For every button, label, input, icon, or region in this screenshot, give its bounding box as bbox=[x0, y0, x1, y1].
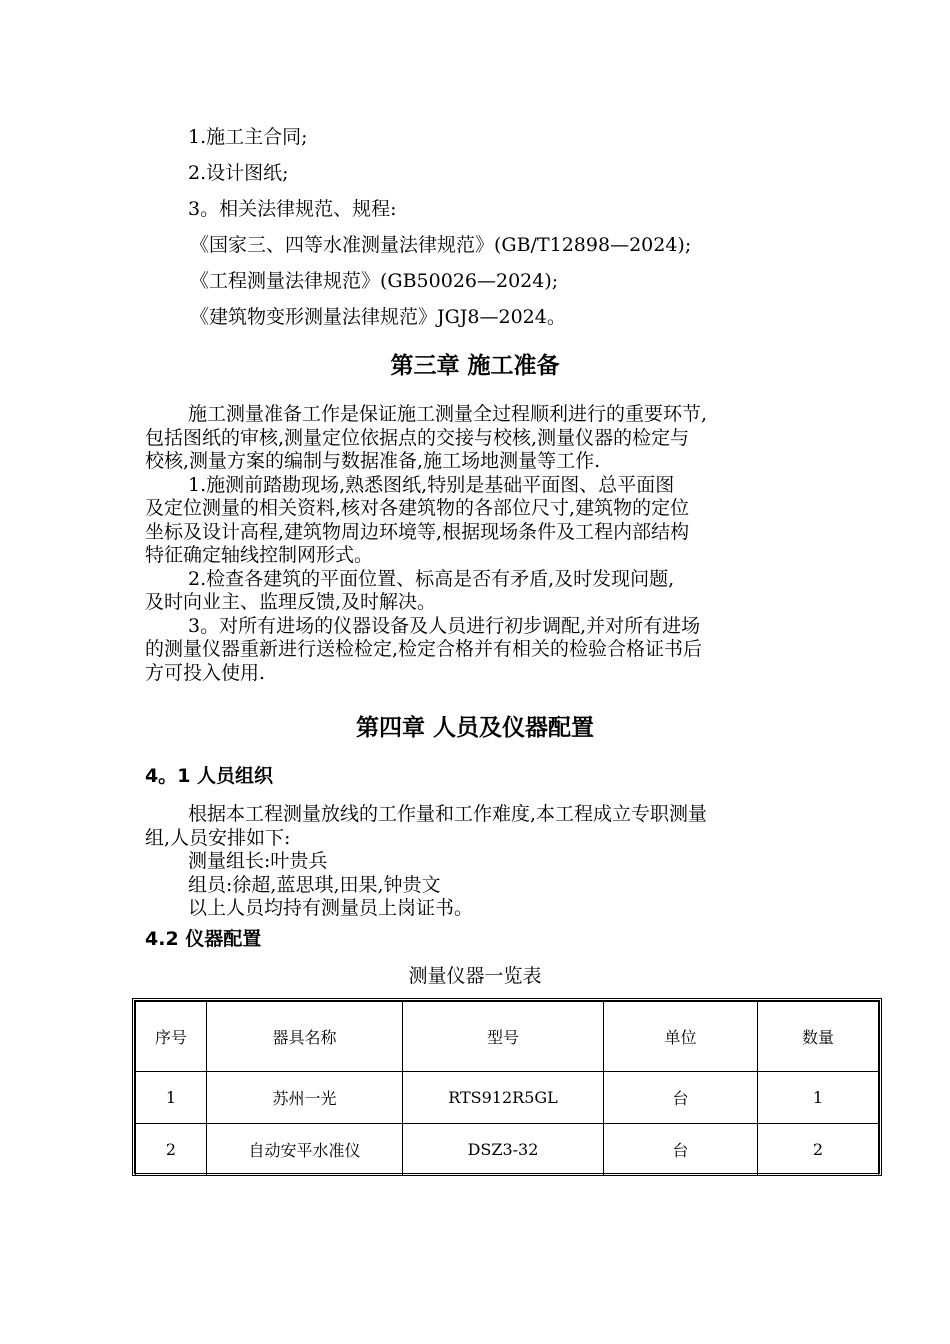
paragraph-line: 3。对所有进场的仪器设备及人员进行初步调配,并对所有进场 bbox=[188, 614, 701, 637]
table-header-row bbox=[136, 1002, 879, 1072]
paragraph-line: 以上人员均持有测量员上岗证书。 bbox=[188, 897, 474, 919]
paragraph-line: 施工测量准备工作是保证施工测量全过程顺利进行的重要环节, bbox=[188, 403, 708, 425]
header-cell-model: 型号 bbox=[403, 1002, 604, 1072]
section-4-2-title: 4.2 仪器配置 bbox=[145, 928, 262, 950]
header-cell-unit: 单位 bbox=[604, 1002, 758, 1072]
table-caption: 测量仪器一览表 bbox=[408, 965, 542, 987]
table-cell: 台 bbox=[604, 1124, 758, 1176]
standard-item-2: 《工程测量法律规范》(GB50026—2024); bbox=[190, 270, 559, 292]
paragraph-line: 的测量仪器重新进行送检检定,检定合格并有相关的检验合格证书后 bbox=[145, 638, 703, 660]
table-cell: 2 bbox=[758, 1124, 879, 1176]
header-cell-quantity: 数量 bbox=[758, 1002, 879, 1072]
basis-item-1: 1.施工主合同; bbox=[188, 126, 308, 148]
table-cell: 1 bbox=[136, 1072, 207, 1124]
table-cell: 2 bbox=[136, 1124, 207, 1176]
instrument-table-grid bbox=[135, 1001, 879, 1176]
paragraph-line: 坐标及设计高程,建筑物周边环境等,根据现场条件及工程内部结构 bbox=[145, 520, 690, 543]
basis-item-3: 3。相关法律规范、规程: bbox=[188, 198, 397, 220]
chapter-3-body bbox=[145, 403, 813, 685]
paragraph-line: 组员:徐超,蓝思琪,田果,钟贵文 bbox=[188, 873, 441, 896]
table-cell: RTS912R5GL bbox=[403, 1072, 604, 1124]
basis-item-2: 2.设计图纸; bbox=[188, 162, 289, 184]
paragraph-line: 组,人员安排如下: bbox=[145, 826, 291, 849]
paragraph-line: 1.施测前踏勘现场,熟悉图纸,特别是基础平面图、总平面图 bbox=[188, 473, 675, 496]
chapter-4-title: 第四章 人员及仪器配置 bbox=[355, 715, 594, 741]
paragraph-line: 根据本工程测量放线的工作量和工作难度,本工程成立专职测量 bbox=[188, 803, 708, 825]
table-cell: 苏州一光 bbox=[207, 1072, 403, 1124]
section-4-1-body bbox=[145, 803, 813, 921]
section-4-1-title: 4。1 人员组织 bbox=[145, 765, 274, 787]
instrument-table bbox=[132, 998, 882, 1176]
table-cell: 自动安平水准仪 bbox=[207, 1124, 403, 1176]
header-cell-index: 序号 bbox=[136, 1002, 207, 1072]
paragraph-line: 特征确定轴线控制网形式。 bbox=[145, 544, 374, 566]
paragraph-line: 方可投入使用. bbox=[145, 661, 266, 684]
table-cell: 台 bbox=[604, 1072, 758, 1124]
table-row bbox=[136, 1072, 879, 1124]
standard-item-1: 《国家三、四等水准测量法律规范》(GB/T12898—2024); bbox=[190, 234, 692, 256]
paragraph-line: 及定位测量的相关资料,核对各建筑物的各部位尺寸,建筑物的定位 bbox=[145, 497, 690, 519]
standard-item-3: 《建筑物变形测量法律规范》JGJ8—2024。 bbox=[190, 306, 566, 328]
paragraph-line: 校核,测量方案的编制与数据准备,施工场地测量等工作. bbox=[145, 450, 601, 472]
paragraph-line: 及时向业主、监理反馈,及时解决。 bbox=[145, 591, 437, 613]
paragraph-line: 2.检查各建筑的平面位置、标高是否有矛盾,及时发现问题, bbox=[188, 567, 675, 590]
table-cell: DSZ3-32 bbox=[403, 1124, 604, 1176]
table-cell: 1 bbox=[758, 1072, 879, 1124]
paragraph-line: 测量组长:叶贵兵 bbox=[188, 850, 328, 872]
chapter-3-title: 第三章 施工准备 bbox=[390, 353, 560, 379]
header-cell-name: 器具名称 bbox=[207, 1002, 403, 1072]
table-row bbox=[136, 1124, 879, 1176]
paragraph-line: 包括图纸的审核,测量定位依据点的交接与校核,测量仪器的检定与 bbox=[145, 426, 690, 449]
